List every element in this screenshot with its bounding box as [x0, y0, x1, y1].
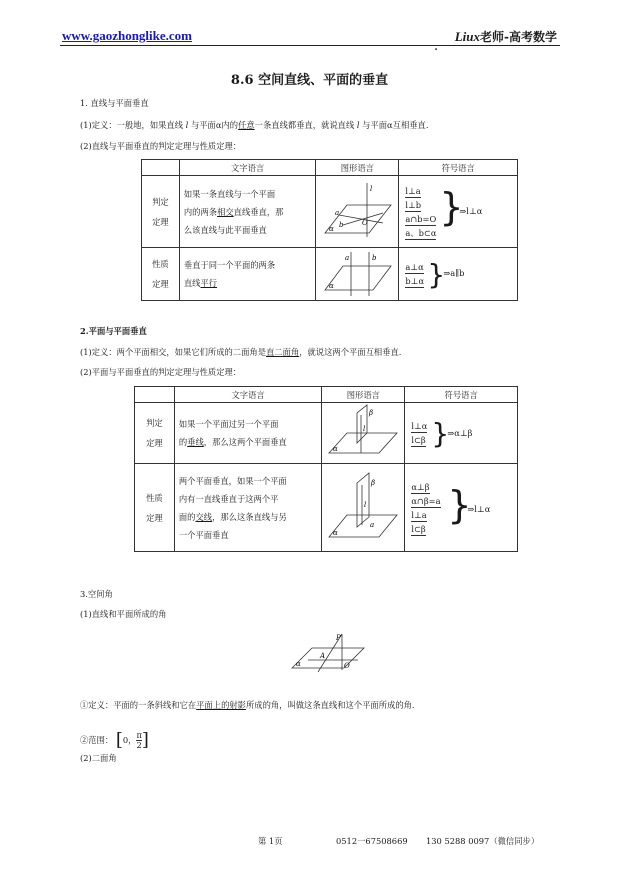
words-underlined: 垂线 — [187, 437, 204, 447]
words-line: ，那么这两个平面垂直 — [203, 437, 287, 447]
symbol-result: ⇒l⊥α — [467, 504, 491, 514]
row-label — [135, 403, 175, 464]
fraction-numerator: π — [136, 730, 142, 740]
author-title — [455, 28, 557, 45]
label-a: a — [370, 520, 375, 529]
range-label: ②范围： — [80, 735, 114, 745]
section2-definition — [80, 346, 401, 358]
figure-line-plane-angle — [288, 630, 368, 678]
figure-line-plane-property — [316, 248, 399, 301]
words-line: 一个平面垂直 — [178, 529, 229, 540]
section3-sub2: (2)二面角 — [80, 753, 117, 763]
range-lower: 0， — [122, 735, 137, 745]
s1-def-l2: l — [356, 120, 360, 130]
words-line: 内有一直线垂直于这两个平 — [178, 493, 279, 504]
plane-alpha — [329, 515, 397, 537]
table-row — [135, 403, 518, 464]
row-label-1: 判定 — [146, 418, 163, 428]
label-b: b — [339, 220, 344, 229]
plane-plane-table — [134, 386, 518, 552]
label-alpha: α — [333, 528, 339, 537]
footer-phone2: 130 5288 0097（微信同步） — [426, 836, 540, 846]
table-row — [142, 176, 518, 248]
table-row — [135, 464, 518, 552]
s1-def-mid2: 一条直线都垂直，就说直线 — [254, 120, 357, 130]
words-line: 直线 — [183, 278, 201, 288]
plane-alpha — [329, 433, 397, 453]
range-bracket-right: ] — [141, 729, 149, 751]
table-header-row — [135, 387, 518, 403]
words-line: 么该直线与此平面垂直 — [183, 224, 267, 235]
symbol-line: a∩b=O — [405, 213, 437, 224]
words-underlined: 平行 — [200, 278, 218, 288]
row-symbols — [405, 464, 518, 552]
s3-def-end: 所成的角，叫做这条直线和这个平面所成的角. — [245, 700, 415, 710]
symbol-line: l⊂β — [411, 523, 426, 534]
words-line: 两个平面垂直，如果一个平面 — [178, 475, 287, 486]
section3-range — [80, 731, 149, 750]
symbol-line: l⊥b — [405, 199, 422, 210]
label-b: b — [372, 254, 377, 262]
label-alpha: α — [333, 445, 339, 453]
header-blank — [142, 160, 180, 176]
section2-heading: 2.平面与平面垂直 — [80, 326, 147, 336]
figure-svg — [317, 177, 397, 245]
section1-definition — [80, 119, 429, 131]
right-brace: } — [427, 258, 446, 291]
label-l: l — [364, 500, 367, 509]
s3-def-underlined: 平面上的射影 — [196, 700, 246, 710]
label-l: l — [363, 425, 366, 433]
label-o: O — [344, 662, 350, 670]
label-alpha: α — [296, 660, 301, 668]
s2-def-pre: (1)定义：两个平面相交，如果它们所成的二面角是 — [80, 347, 266, 357]
row-label-2: 定理 — [146, 438, 163, 448]
row-symbols — [399, 248, 518, 301]
row-words — [179, 176, 316, 248]
figure-line-plane-judgement — [316, 176, 399, 248]
s2-def-underlined: 直二面角 — [266, 347, 300, 357]
author-name: Liux — [454, 29, 481, 44]
words-line: 如果一个平面过另一个平面 — [178, 419, 279, 429]
author-suffix: 老师-高考数学 — [480, 30, 557, 44]
plane-alpha — [292, 648, 364, 668]
section1-heading: 1. 直线与平面垂直 — [80, 98, 149, 108]
right-brace: } — [447, 483, 472, 527]
words-underlined: 交线 — [195, 511, 213, 522]
row-symbols — [405, 403, 518, 464]
words-underlined: 相交 — [217, 206, 234, 217]
words-line: 内的两条 — [183, 206, 218, 217]
label-o: O — [362, 218, 369, 227]
row-words — [174, 403, 321, 464]
words-line: 面的 — [178, 511, 196, 522]
symbol-line: α∩β=a — [411, 495, 441, 506]
header-rule — [60, 45, 560, 46]
table-row — [142, 248, 518, 301]
section3-heading: 3.空间角 — [80, 589, 113, 599]
plane-beta — [357, 473, 369, 527]
label-p: P — [336, 634, 341, 642]
range-bracket-left: [ — [115, 729, 123, 751]
row-label — [142, 176, 180, 248]
plane-beta — [357, 405, 367, 443]
figure-svg — [317, 248, 397, 298]
right-brace: } — [439, 185, 464, 229]
symbol-line: a、b⊂α — [405, 227, 437, 238]
label-alpha: α — [329, 282, 335, 290]
header-symbol: 符号语言 — [399, 160, 518, 176]
row-label-1: 判定 — [152, 196, 169, 207]
label-beta: β — [369, 409, 374, 417]
label-a: a — [345, 254, 350, 262]
symbol-result: ⇒l⊥α — [459, 206, 483, 216]
symbol-line: α⊥β — [411, 481, 430, 492]
row-label-2: 定理 — [152, 279, 169, 289]
row-words — [179, 248, 316, 301]
section3-sub1: (1)直线和平面所成的角 — [80, 609, 167, 619]
symbol-line: l⊂β — [411, 435, 426, 445]
s1-def-l: l — [185, 120, 189, 130]
row-words — [174, 464, 321, 552]
header-blank — [135, 387, 175, 403]
label-l: l — [370, 184, 373, 193]
line-plane-table — [141, 159, 518, 301]
row-symbols — [399, 176, 518, 248]
s1-def-end: 与平面α互相垂直. — [359, 120, 429, 130]
symbol-result: ⇒a∥b — [443, 268, 465, 278]
s3-def-pre: ①定义：平面的一条斜线和它在 — [80, 700, 197, 710]
line-a — [339, 215, 383, 223]
row-label — [142, 248, 180, 301]
page-title: 8.6 空间直线、平面的垂直 — [230, 73, 389, 88]
header-symbol: 符号语言 — [405, 387, 518, 403]
row-label-1: 性质 — [152, 259, 169, 269]
s1-def-pre: (1)定义：一般地，如果直线 — [80, 120, 186, 130]
s1-def-mid1: 与平面α内的 — [188, 120, 239, 130]
row-label — [135, 464, 175, 552]
section3-definition — [80, 699, 415, 711]
header-words: 文字语言 — [179, 160, 316, 176]
words-line: 垂直于同一个平面的两条 — [183, 260, 276, 270]
row-label-2: 定理 — [152, 216, 169, 227]
footer-phone1: 0512一67508669 — [336, 836, 408, 846]
symbol-result: ⇒α⊥β — [447, 428, 473, 438]
symbol-line: a⊥α — [405, 262, 424, 272]
words-line: 的 — [178, 437, 188, 447]
label-a-point: A — [320, 652, 326, 660]
section1-sub2: (2)直线与平面垂直的判定定理与性质定理： — [80, 141, 242, 151]
website-link[interactable]: www.gaozhonglike.com — [62, 28, 192, 43]
label-beta: β — [371, 478, 376, 487]
figure-svg — [323, 403, 403, 461]
s1-def-any: 任意 — [238, 120, 255, 130]
plane-alpha — [325, 266, 391, 290]
fraction-denominator: 2 — [136, 740, 142, 750]
right-brace: } — [431, 417, 450, 450]
figure-svg — [323, 467, 403, 547]
section2-sub2: (2)平面与平面垂直的判定定理与性质定理： — [80, 367, 242, 377]
figure-plane-plane-judgement — [322, 403, 405, 464]
label-alpha: α — [329, 224, 335, 233]
row-label-1: 性质 — [146, 492, 163, 503]
words-line: 如果一条直线与一个平面 — [183, 188, 276, 199]
symbol-line: l⊥a — [405, 185, 421, 196]
page-number: 第 1页 — [258, 836, 283, 846]
header-mark: • — [434, 46, 439, 54]
figure-plane-plane-property — [322, 464, 405, 552]
words-line: 直线垂直，那 — [233, 206, 284, 217]
symbol-line: l⊥a — [411, 509, 427, 520]
row-label-2: 定理 — [146, 512, 163, 523]
table-header-row — [142, 160, 518, 176]
words-line: ，那么这条直线与另 — [212, 511, 287, 522]
s2-def-end: ，就说这两个平面互相垂直. — [299, 347, 402, 357]
label-a: a — [335, 208, 340, 217]
symbol-line: b⊥α — [405, 276, 425, 286]
header-figure: 图形语言 — [322, 387, 405, 403]
header-figure: 图形语言 — [316, 160, 399, 176]
symbol-line: l⊥α — [411, 421, 428, 431]
header-words: 文字语言 — [174, 387, 321, 403]
